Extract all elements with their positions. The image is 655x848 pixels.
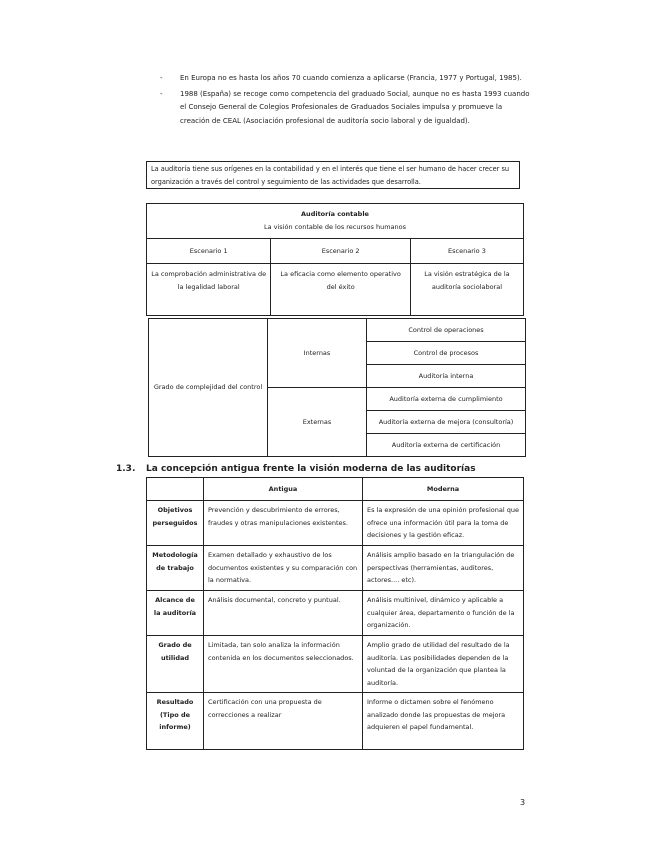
internas-label: Internas [268,319,367,388]
contable-header [147,204,524,239]
row-label: Metodología de trabajo [147,546,204,591]
bullet-list [160,72,530,130]
grado-item: Control de procesos [367,342,526,365]
table-row [147,693,524,750]
section-number: 1.3. [116,464,136,474]
grado-item: Auditoría externa de certificación [367,434,526,457]
grado-item: Auditoría interna [367,365,526,388]
antigua-cell: Limitada, tan solo analiza la información contenida en los documentos seleccionados. [204,636,363,693]
row-label: Grado de utilidad [147,636,204,693]
contable-subtitle: La visión contable de los recursos humanos [263,222,407,231]
row-label: Resultado (Tipo de informe) [147,693,204,750]
moderna-cell: Es la expresión de una opinión profesional que ofrece una información útil para la toma de decisiones y la gestión eficaz. [363,501,524,546]
antigua-cell: Examen detallado y exhaustivo de los documentos existentes y su comparación con la normativa. [204,546,363,591]
contable-title: Auditoría contable [301,210,369,218]
grado-label: Grado de complejidad del control [149,319,268,457]
antigua-cell: Certificación con una propuesta de correcciones a realizar [204,693,363,750]
grado-table [148,318,526,457]
grado-item: Control de operaciones [367,319,526,342]
scenario-content: La eficacia como elemento operativo del éxito [271,264,410,316]
moderna-cell: Análisis multinivel, dinámico y aplicable a cualquier área, departamento o función de la organización. [363,591,524,636]
intro-box: La auditoría tiene sus orígenes en la contabilidad y en el interés que tiene el ser humano de hacer crecer su organización a través del control y seguimiento de las actividades que desarrolla. [146,161,520,189]
externas-label: Externas [268,388,367,457]
section-heading [116,464,476,474]
table-row [147,636,524,693]
moderna-cell: Análisis amplio basado en la triangulación de perspectivas (herramientas, auditores, actores.... etc). [363,546,524,591]
antigua-cell: Prevención y descubrimiento de errores, fraudes y otras manipulaciones existentes. [204,501,363,546]
section-title: La concepción antigua frente la visión moderna de las auditorías [146,464,476,474]
comparison-header [147,478,204,501]
comparison-header: Moderna [363,478,524,501]
table-row [147,501,524,546]
bullet-item: - En Europa no es hasta los años 70 cuando comienza a aplicarse (Francia, 1977 y Portugal, 1985). [160,72,530,86]
page-number: 3 [520,798,526,807]
table-row [147,546,524,591]
row-label: Objetivos perseguidos [147,501,204,546]
scenario-cell: Escenario 3 [410,239,523,264]
grado-item: Auditoría externa de mejora (consultoría) [367,411,526,434]
scenario-content: La comprobación administrativa de la legalidad laboral [147,264,271,316]
scenario-cell: Escenario 2 [271,239,410,264]
comparison-header: Antigua [204,478,363,501]
moderna-cell: Amplio grado de utilidad del resultado de la auditoría. Las posibilidades dependen de la voluntad de la organización que plantea la auditoría. [363,636,524,693]
table-row [147,591,524,636]
contable-table [146,203,524,316]
moderna-cell: Informe o dictamen sobre el fenómeno analizado donde las propuestas de mejora adquieren el papel fundamental. [363,693,524,750]
grado-item: Auditoría externa de cumplimiento [367,388,526,411]
antigua-cell: Análisis documental, concreto y puntual. [204,591,363,636]
scenario-cell: Escenario 1 [147,239,271,264]
comparison-table [146,477,524,750]
scenario-content: La visión estratégica de la auditoría sociolaboral [410,264,523,316]
row-label: Alcance de la auditoría [147,591,204,636]
bullet-item: - 1988 (España) se recoge como competencia del graduado Social, aunque no es hasta 1993 cuando el Consejo General de Colegios Profesionales de Graduados Sociales impulsa y promueve la creación de CEAL (Asociación profesional de auditoría socio laboral y de igualdad). [160,88,530,129]
